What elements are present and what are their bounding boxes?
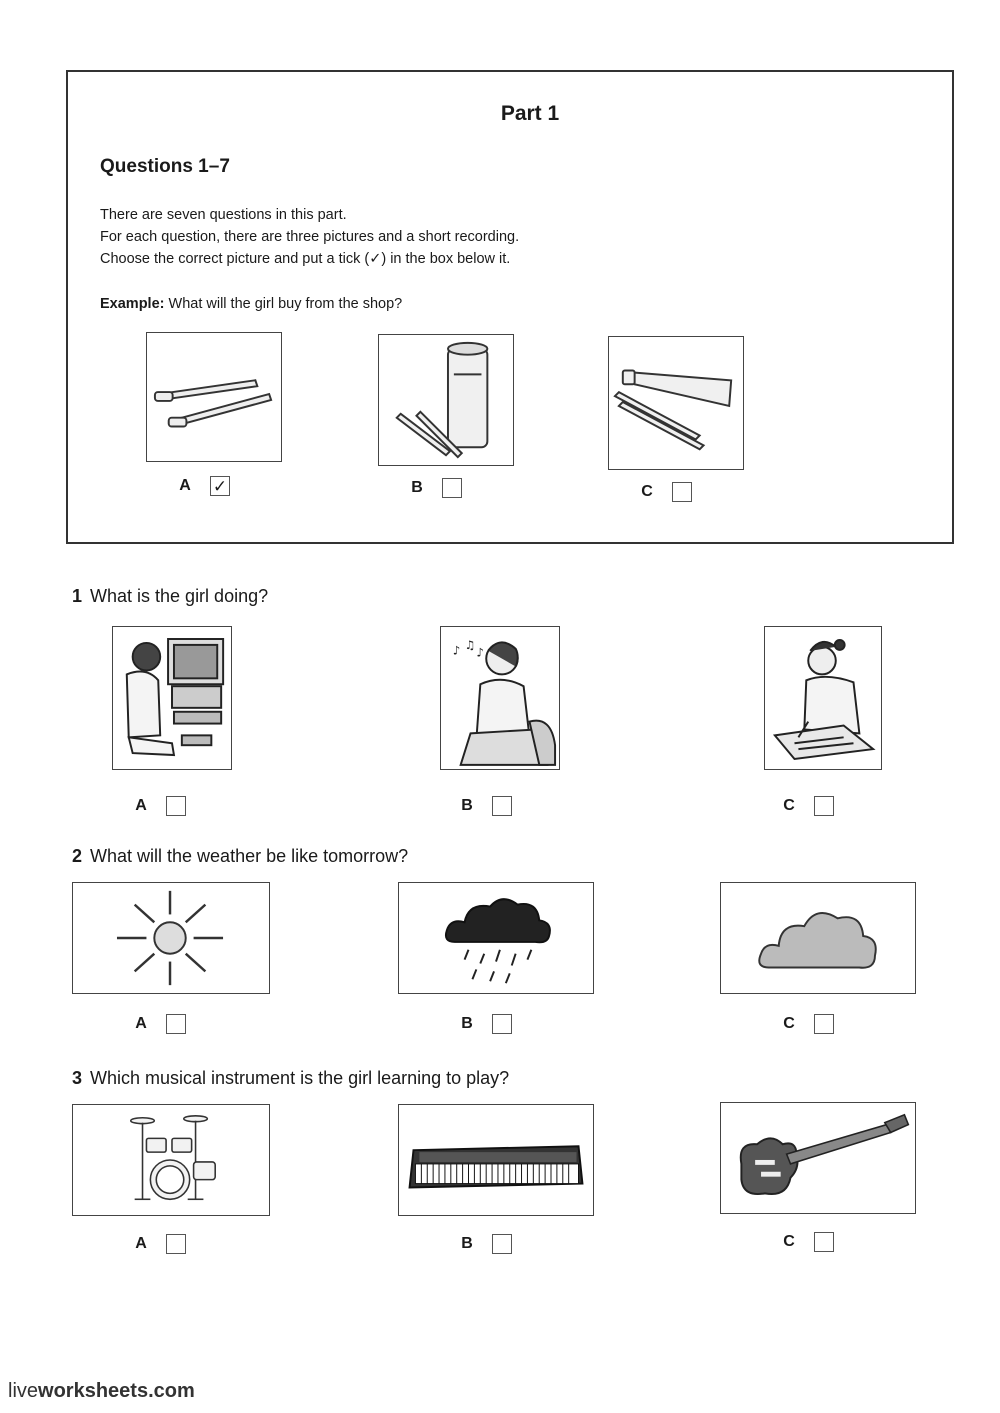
question-text: Which musical instrument is the girl learning to play? — [90, 1068, 510, 1088]
tick-box[interactable] — [166, 1234, 186, 1254]
question-number: 1 — [72, 586, 83, 606]
rain-cloud-icon — [398, 882, 594, 994]
question-number: 2 — [72, 846, 83, 866]
option-letter: C — [783, 1233, 795, 1250]
logo-prefix: live — [8, 1380, 39, 1402]
tick-box[interactable] — [492, 796, 512, 816]
example-box — [66, 70, 954, 544]
tick-box[interactable] — [672, 482, 692, 502]
toothbrushes-icon — [146, 332, 282, 462]
tick-box[interactable] — [166, 796, 186, 816]
svg-text:♫: ♫ — [464, 637, 476, 652]
tick-box[interactable] — [814, 1014, 834, 1034]
svg-text:♪: ♪ — [476, 645, 484, 660]
girl-writing-icon — [764, 626, 882, 770]
option-letter: C — [783, 797, 795, 814]
drum-kit-icon — [72, 1104, 270, 1216]
tick-box[interactable] — [492, 1014, 512, 1034]
q2-option-c[interactable] — [782, 1014, 834, 1034]
q2-option-b[interactable] — [460, 1014, 512, 1034]
instruction-line: For each question, there are three pictures and a short recording. — [100, 229, 520, 245]
question-2 — [72, 846, 408, 867]
part-title: Part 1 — [500, 102, 560, 125]
tick-box[interactable] — [814, 796, 834, 816]
example-question — [100, 296, 402, 312]
option-letter: B — [411, 479, 423, 496]
tick-box[interactable] — [442, 478, 462, 498]
tick-box[interactable] — [492, 1234, 512, 1254]
tick-box[interactable] — [166, 1014, 186, 1034]
question-number: 3 — [72, 1068, 83, 1088]
svg-text:♪: ♪ — [452, 643, 461, 658]
liveworksheets-logo — [8, 1380, 195, 1403]
example-label: Example: — [100, 296, 165, 312]
toothbrush-and-toothpaste-icon — [608, 336, 744, 470]
option-letter: B — [461, 1235, 473, 1252]
option-letter: A — [135, 1015, 147, 1032]
question-3 — [72, 1068, 509, 1089]
option-letter: C — [783, 1015, 795, 1032]
keyboard-icon — [398, 1104, 594, 1216]
option-letter: A — [135, 1235, 147, 1252]
instructions — [100, 204, 519, 270]
q3-option-b[interactable] — [460, 1234, 512, 1254]
q1-option-c[interactable] — [782, 796, 834, 816]
instruction-line: Choose the correct picture and put a tick (✓) in the box below it. — [100, 251, 511, 267]
girl-listening-music-icon — [440, 626, 560, 770]
instruction-line: There are seven questions in this part. — [100, 207, 347, 223]
q3-option-a[interactable] — [134, 1234, 186, 1254]
option-letter: C — [641, 483, 653, 500]
tick-box[interactable] — [814, 1232, 834, 1252]
example-option-a[interactable] — [178, 476, 230, 496]
q2-option-a[interactable] — [134, 1014, 186, 1034]
option-letter: B — [461, 797, 473, 814]
question-1 — [72, 586, 268, 607]
example-option-b[interactable] — [410, 478, 462, 498]
question-text: What will the weather be like tomorrow? — [90, 846, 409, 866]
cloud-icon — [720, 882, 916, 994]
toothbrushes-and-tub-icon — [378, 334, 514, 466]
q1-option-a[interactable] — [134, 796, 186, 816]
logo-brand: worksheets.com — [38, 1380, 195, 1402]
girl-at-computer-icon — [112, 626, 232, 770]
sun-icon — [72, 882, 270, 994]
tick-box[interactable]: ✓ — [210, 476, 230, 496]
option-letter: B — [461, 1015, 473, 1032]
option-letter: A — [135, 797, 147, 814]
q3-option-c[interactable] — [782, 1232, 834, 1252]
questions-title: Questions 1–7 — [100, 156, 230, 177]
example-question-text: What will the girl buy from the shop? — [168, 296, 403, 312]
example-option-c[interactable] — [640, 482, 692, 502]
guitar-icon — [720, 1102, 916, 1214]
question-text: What is the girl doing? — [90, 586, 269, 606]
q1-option-b[interactable] — [460, 796, 512, 816]
option-letter: A — [179, 477, 191, 494]
